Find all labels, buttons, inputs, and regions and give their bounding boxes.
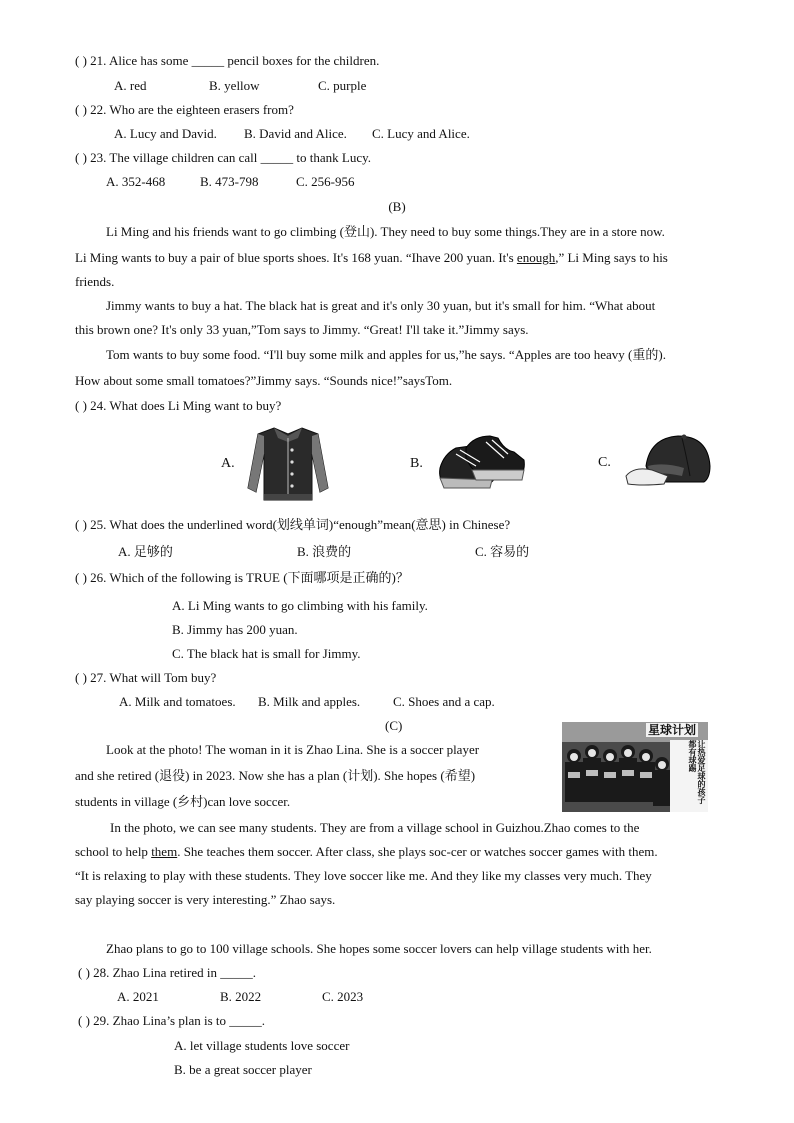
cap-image	[624, 432, 714, 490]
q28-option-c: C. 2023	[322, 989, 364, 1004]
section-c-text: Zhao plans to go to 100 village schools. She hopes some soccer lovers can help village students with her.	[106, 941, 652, 956]
q25-question: ( ) 25. What does the underlined word(划线单词)“enough”mean(意思) in Chinese?	[75, 517, 511, 532]
section-b-text: How about some small tomatoes?”Jimmy says. “Sounds nice!”saysTom.	[75, 373, 453, 388]
q24-question: ( ) 24. What does Li Ming want to buy?	[75, 398, 282, 413]
section-c-text: “It is relaxing to play with these students. They love soccer like me. And they like my classes very much. They	[75, 868, 652, 883]
section-b-text: Li Ming and his friends want to go climbing (登山). They need to buy some things.They are in a store now.	[106, 224, 665, 239]
section-c-heading: (C)	[385, 718, 403, 733]
section-b-text: Li Ming wants to buy a pair of blue sports shoes. It's 168 yuan. “Ihave 200 yuan. It's enough,” Li Ming says to his	[75, 250, 668, 265]
q24-option-b: B.	[410, 456, 423, 471]
q28-option-b: B. 2022	[220, 989, 262, 1004]
q25-option-b: B. 浪费的	[297, 544, 352, 559]
q29-question: ( ) 29. Zhao Lina’s plan is to _____.	[78, 1013, 266, 1028]
q21-question: ( ) 21. Alice has some _____ pencil boxes for the children.	[75, 53, 380, 68]
q27-option-b: B. Milk and apples.	[258, 694, 361, 709]
q25-option-c: C. 容易的	[475, 544, 530, 559]
q23-option-a: A. 352-468	[106, 174, 166, 189]
section-c-text: Look at the photo! The woman in it is Zhao Lina. She is a soccer player	[106, 742, 480, 757]
section-c-text: and she retired (退役) in 2023. Now she has a plan (计划). She hopes (希望)	[75, 768, 476, 783]
q27-option-c: C. Shoes and a cap.	[393, 694, 495, 709]
q26-option-b: B. Jimmy has 200 yuan.	[172, 622, 298, 637]
q21-option-b: B. yellow	[209, 78, 260, 93]
q26-option-c: C. The black hat is small for Jimmy.	[172, 646, 361, 661]
sports-shoes-image	[436, 428, 528, 498]
photo-sign: 让热爱足球的孩子都有球踢	[688, 740, 706, 804]
section-b-text: Jimmy wants to buy a hat. The black hat is great and it's only 30 yuan, but it's small for him. “What about	[106, 298, 656, 313]
section-b-heading: (B)	[388, 199, 406, 214]
q27-option-a: A. Milk and tomatoes.	[119, 694, 236, 709]
section-c-text: say playing soccer is very interesting.” Zhao says.	[75, 892, 336, 907]
q23-question: ( ) 23. The village children can call _____ to thank Lucy.	[75, 150, 372, 165]
q24-option-a: A.	[221, 456, 235, 471]
q24-option-c: C.	[598, 455, 611, 470]
q27-question: ( ) 27. What will Tom buy?	[75, 670, 217, 685]
q23-option-b: B. 473-798	[200, 174, 259, 189]
section-b-text: this brown one? It's only 33 yuan,”Tom says to Jimmy. “Great! I'll take it.”Jimmy says.	[75, 322, 529, 337]
q28-question: ( ) 28. Zhao Lina retired in _____.	[78, 965, 256, 980]
q28-option-a: A. 2021	[117, 989, 159, 1004]
jacket-image	[246, 424, 330, 504]
section-c-text: students in village (乡村)can love soccer.	[75, 794, 291, 809]
q25-option-a: A. 足够的	[118, 544, 173, 559]
q21-option-c: C. purple	[318, 78, 367, 93]
q22-option-c: C. Lucy and Alice.	[372, 126, 470, 141]
section-c-text: school to help them. She teaches them soccer. After class, she plays soc-cer or watches soccer games with them.	[75, 844, 658, 859]
q22-option-a: A. Lucy and David.	[114, 126, 217, 141]
q26-question: ( ) 26. Which of the following is TRUE (下面哪项是正确的)？	[75, 570, 409, 585]
underlined-word-enough: enough	[516, 250, 556, 265]
q26-option-a: A. Li Ming wants to go climbing with his family.	[172, 598, 428, 613]
section-c-text: In the photo, we can see many students. They are from a village school in Guizhou.Zhao comes to the	[110, 820, 640, 835]
q21-option-a: A. red	[114, 78, 147, 93]
photo-title: 星球计划	[648, 723, 697, 737]
q29-option-a: A. let village students love soccer	[174, 1038, 350, 1053]
underlined-word-them: them	[151, 844, 178, 859]
q23-option-c: C. 256-956	[296, 174, 355, 189]
section-b-text: friends.	[75, 274, 115, 289]
photo-zhao-lina	[562, 722, 708, 812]
section-b-text: Tom wants to buy some food. “I'll buy some milk and apples for us,”he says. “Apples are too heavy (重的).	[106, 347, 666, 362]
q22-option-b: B. David and Alice.	[244, 126, 347, 141]
q22-question: ( ) 22. Who are the eighteen erasers from?	[75, 102, 294, 117]
q29-option-b: B. be a great soccer player	[174, 1062, 312, 1077]
